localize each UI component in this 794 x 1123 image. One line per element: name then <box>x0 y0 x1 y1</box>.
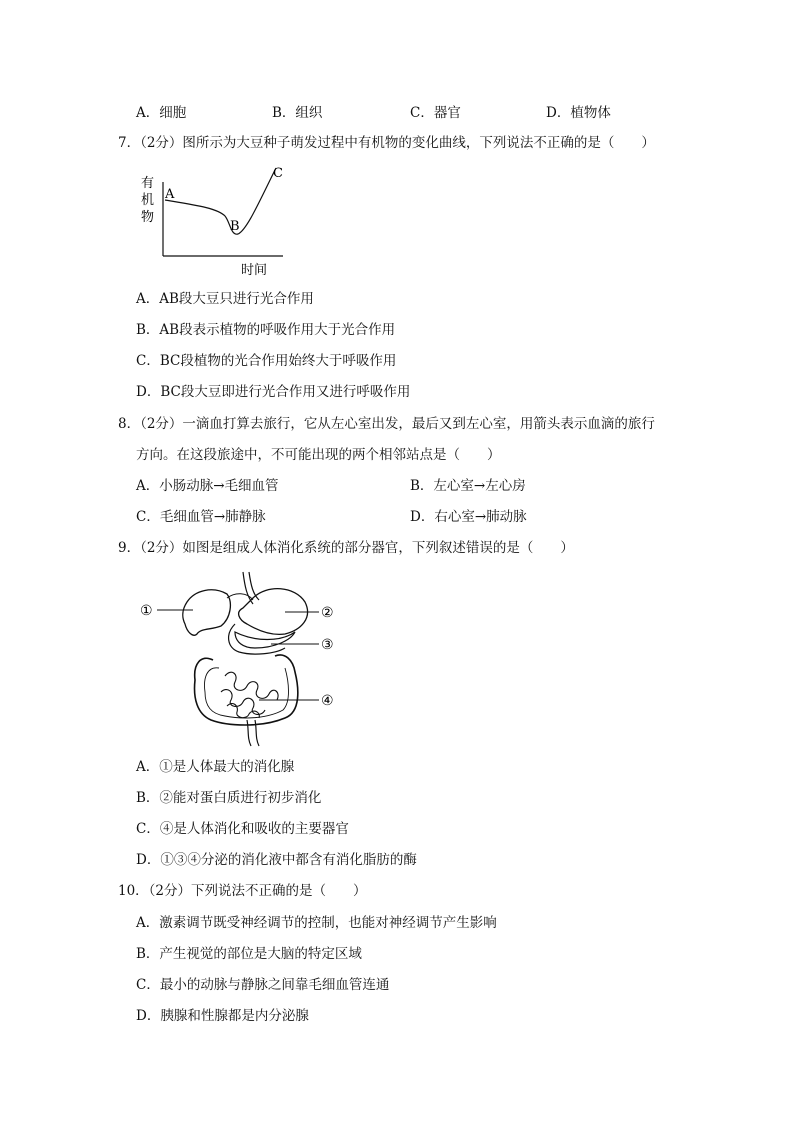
q7-curve <box>165 168 276 234</box>
q7-point-c: C <box>273 166 283 181</box>
q8-option-a: A．小肠动脉→毛细血管 <box>136 478 279 494</box>
q9-label-3: ③ <box>321 637 334 653</box>
q10-stem: 10．（2分）下列说法不正确的是（ ） <box>118 883 367 899</box>
q6-option-b: B．组织 <box>272 105 323 121</box>
q7-organic-matter-curve <box>135 160 295 280</box>
q8-option-c: C．毛细血管→肺静脉 <box>136 509 266 525</box>
q9-label-4: ④ <box>321 693 334 709</box>
q8-option-b: B．左心室→左心房 <box>410 478 526 494</box>
q10-option-b: B．产生视觉的部位是大脑的特定区域 <box>136 946 362 962</box>
q7-stem: 7．（2分）图所示为大豆种子萌发过程中有机物的变化曲线，下列说法不正确的是（ ） <box>118 135 655 151</box>
q9-esophagus-2 <box>249 572 259 600</box>
q9-liver <box>183 590 231 635</box>
q7-y-label-2: 机 <box>141 193 155 208</box>
q10-option-d: D．胰腺和性腺都是内分泌腺 <box>136 1008 309 1024</box>
q9-stem: 9．（2分）如图是组成人体消化系统的部分器官，下列叙述错误的是（ ） <box>118 540 574 556</box>
q7-option-d: D．BC段大豆即进行光合作用又进行呼吸作用 <box>136 384 411 400</box>
q8-option-d: D．右心室→肺动脉 <box>410 509 527 525</box>
q9-option-d: D．①③④分泌的消化液中都含有消化脂肪的酶 <box>136 852 417 868</box>
q7-point-b: B <box>230 219 240 234</box>
q10-option-c: C．最小的动脉与静脉之间靠毛细血管连通 <box>136 977 390 993</box>
q6-option-c: C．器官 <box>410 105 461 121</box>
q9-stomach-inner <box>227 594 253 600</box>
q7-x-label: 时间 <box>241 263 268 278</box>
q9-large-intestine <box>195 655 298 725</box>
q10-option-a: A．激素调节既受神经调节的控制，也能对神经调节产生影响 <box>136 915 497 931</box>
q9-option-b: B．②能对蛋白质进行初步消化 <box>136 790 322 806</box>
q7-point-a: A <box>165 187 175 202</box>
q9-large-intestine-inner <box>205 668 289 718</box>
q9-label-2: ② <box>321 605 334 621</box>
q7-y-label-1: 有 <box>141 176 155 191</box>
q9-digestive-system-diagram <box>135 568 355 750</box>
q7-y-label-3: 物 <box>141 210 155 225</box>
q7-option-b: B．AB段表示植物的呼吸作用大于光合作用 <box>136 322 396 338</box>
q9-option-a: A．①是人体最大的消化腺 <box>136 759 295 775</box>
q8-stem-line1: 8．（2分）一滴血打算去旅行，它从左心室出发，最后又到左心室，用箭头表示血滴的旅行 <box>118 416 655 432</box>
q7-option-c: C．BC段植物的光合作用始终大于呼吸作用 <box>136 353 397 369</box>
q9-small-intestine <box>221 672 278 718</box>
q8-stem-line2: 方向。在这段旅途中，不可能出现的两个相邻站点是（ ） <box>136 447 501 463</box>
q7-option-a: A．AB段大豆只进行光合作用 <box>136 291 314 307</box>
q9-option-c: C．④是人体消化和吸收的主要器官 <box>136 821 349 837</box>
q6-option-d: D．植物体 <box>546 105 611 121</box>
q6-option-a: A．细胞 <box>136 105 187 121</box>
q9-label-1: ① <box>140 603 153 619</box>
